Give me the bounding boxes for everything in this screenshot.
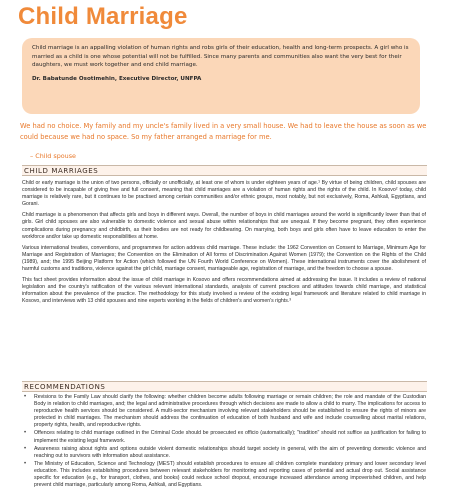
intro-quote-text: Child marriage is an appalling violation of human rights and robs girls of their education, health and long-term prospects. A girl who is married as a child is one whose potential will not be fulfilled. Since many parents and communities also want the very best for their daughters, we must work together and end child marriage. [32, 45, 409, 69]
list-item [22, 446, 426, 460]
child-marriages-body [22, 180, 426, 310]
intro-quote-box [22, 38, 420, 114]
bullet-icon: • [24, 460, 27, 467]
paragraph: Child or early marriage is the union of two persons, officially or unofficially, at least one of whom is under eighteen years of age.¹ By virtue of being children, child spouses are considered to be incapable of giving free and full consent, meaning that child marriages are a violation of human rights and the rights of the child. In Kosovo² today, child marriage is relatively rare, but it continues to be practised among certain communities and/or ethnic groups, most notably, but not exclusively, Roma, Ashkali, Egyptians, and Gorani. [22, 180, 426, 208]
child-spouse-attribution: – Child spouse [30, 152, 76, 160]
section-heading-child-marriages: CHILD MARRIAGES [22, 165, 427, 176]
recommendation-text: The Ministry of Education, Science and Technology (MEST) should establish procedures to ensure all children complete mandatory primary and lower secondary level education. This includes establishing procedures between relevant stakeholders for monitoring and reporting cases of potential and actual drop out. Social assistance specific for education (e.g., for transport, clothes, and books) could reduce school dropout, encourage increased attendance among impoverished children, and help prevent child marriage, particularly among Roma, Ashkali, and Egyptians. [34, 460, 426, 489]
paragraph: This fact sheet provides information about the issue of child marriage in Kosovo and offers recommendations aimed at addressing the issue. It includes a review of national legislation and the country's ratification of the various relevant international standards, analysis of current practices and attitudes towards child marriage, and statistical information about the prevalence of the practice. The methodology for this study involved a review of the existing legal framework and literature related to child marriage in Kosovo, and interviews with 13 child spouses and nine experts working in the fields of children's and women's rights.³ [22, 277, 426, 305]
list-item [22, 461, 426, 489]
child-spouse-quote: We had no choice. My family and my uncle's family lived in a very small house. We had to leave the house as soon as we could because we had no space. So my father arranged a marriage for me. [20, 122, 427, 141]
paragraph: Various international treaties, conventions, and programmes for action address child marriage. These include: the 1962 Convention on Consent to Marriage, Minimum Age for Marriage and Registration of Marriages; the Convention on the Elimination of All forms of Discrimination Against Women (1979); the Convention on the Rights of the Child (1989), and; the 1995 Beijing Platform for Action (which followed the UN Fourth World Conference on Women). These international instruments cover the abolishment of harmful customs and traditions, violence against the girl child, marriage consent, marriageable age, registration of marriage, and the freedom to choose a spouse. [22, 244, 426, 273]
recommendation-text: Offences relating to child marriage outlined in the Criminal Code should be prosecuted ex officio (automatically); "tradition" should not suffice as justification for failing to implement the existing legal framework. [34, 430, 426, 444]
recommendation-text: Awareness raising about rights and options outside violent domestic relationships should target society in general, with the aim of preventing domestic violence and reaching out to survivors with information about assistance. [34, 445, 426, 459]
page-title: Child Marriage [18, 3, 188, 30]
paragraph: Child marriage is a phenomenon that affects girls and boys in different ways. Overall, the number of boys in child marriages around the world is significantly lower than that of girls. Girl child spouses are also vulnerable to domestic violence and sexual abuse within relationships that are unequal. If they become pregnant, they often experience complications during pregnancy and childbirth, as their bodies are not ready for childbearing. On marrying, both boys and girls often have to leave education to enter the workforce and/or take up domestic responsibilities at home. [22, 212, 426, 240]
list-item [22, 430, 426, 444]
recommendation-text: Revisions to the Family Law should clarify the following: whether children become adults following marriage or remain children; the role and mandate of the Custodian Body in relation to child marriages, and; the legal and administrative procedures through which decisions are made to allow a child to marry. The implications for access to reproductive health services should be considered. A multi-sector mechanism involving relevant stakeholders should be established to ensure the rights of minors are protected in child marriages. The mechanism should address the continuation of education of both husband and wife and include counselling about marital relations, property rights, health, and reproductive rights. [34, 394, 426, 429]
section-heading-recommendations: RECOMMENDATIONS [22, 381, 427, 392]
bullet-icon: • [24, 445, 27, 452]
list-item [22, 394, 426, 429]
intro-quote-attribution: Dr. Babatunde Osotimehin, Executive Director, UNFPA [32, 75, 202, 82]
bullet-icon: • [24, 430, 27, 437]
recommendations-list [22, 394, 426, 490]
bullet-icon: • [24, 394, 27, 400]
